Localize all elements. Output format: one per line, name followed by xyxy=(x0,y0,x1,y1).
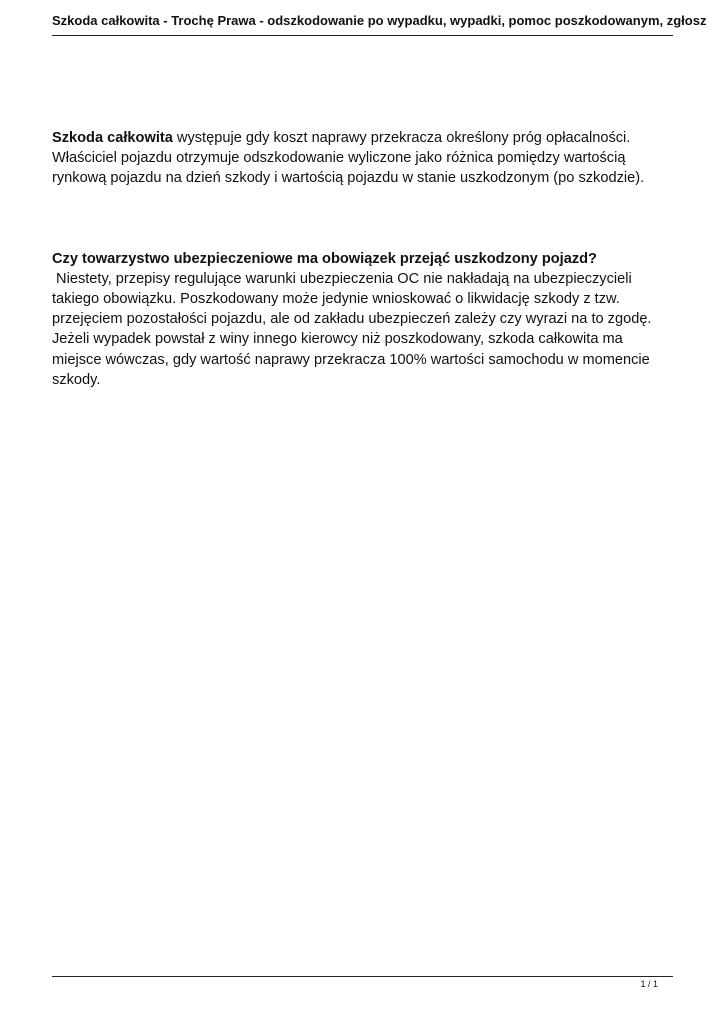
answer-line: miejsce wówczas, gdy wartość naprawy przekracza 100% wartości samochodu w momencie xyxy=(52,351,650,368)
definition-term: Szkoda całkowita xyxy=(52,130,173,146)
definition-line-1: występuje gdy koszt naprawy przekracza określony próg opłacalności. xyxy=(172,130,631,146)
running-header: Szkoda całkowita - Trochę Prawa - odszkodowanie po wypadku, wypadki, pomoc poszkodowanym, zgłosz xyxy=(52,13,707,28)
answer-line: szkody. xyxy=(52,371,101,388)
footer-divider xyxy=(52,976,673,977)
answer-line: Niestety, przepisy regulujące warunki ubezpieczenia OC nie nakładają na ubezpieczycieli xyxy=(52,270,632,287)
document-body xyxy=(52,128,667,390)
answer-line: takiego obowiązku. Poszkodowany może jedynie wnioskować o likwidację szkody z tzw. xyxy=(52,291,620,308)
paragraph-question xyxy=(52,249,667,390)
paragraph-definition xyxy=(52,128,667,189)
header-divider xyxy=(52,35,673,36)
answer-line: przejęciem pozostałości pojazdu, ale od zakładu ubezpieczeń zależy czy wyrazi na to zgodę. xyxy=(52,311,652,328)
page-number: 1 / 1 xyxy=(640,979,658,989)
question-heading: Czy towarzystwo ubezpieczeniowe ma obowiązek przejąć uszkodzony pojazd? xyxy=(52,250,597,267)
answer-line: Jeżeli wypadek powstał z winy innego kierowcy niż poszkodowany, szkoda całkowita ma xyxy=(52,331,623,348)
definition-line-2: Właściciel pojazdu otrzymuje odszkodowanie wyliczone jako różnica pomiędzy wartością xyxy=(52,150,626,167)
definition-line-3: rynkową pojazdu na dzień szkody i wartością pojazdu w stanie uszkodzonym (po szkodzie). xyxy=(52,170,645,187)
